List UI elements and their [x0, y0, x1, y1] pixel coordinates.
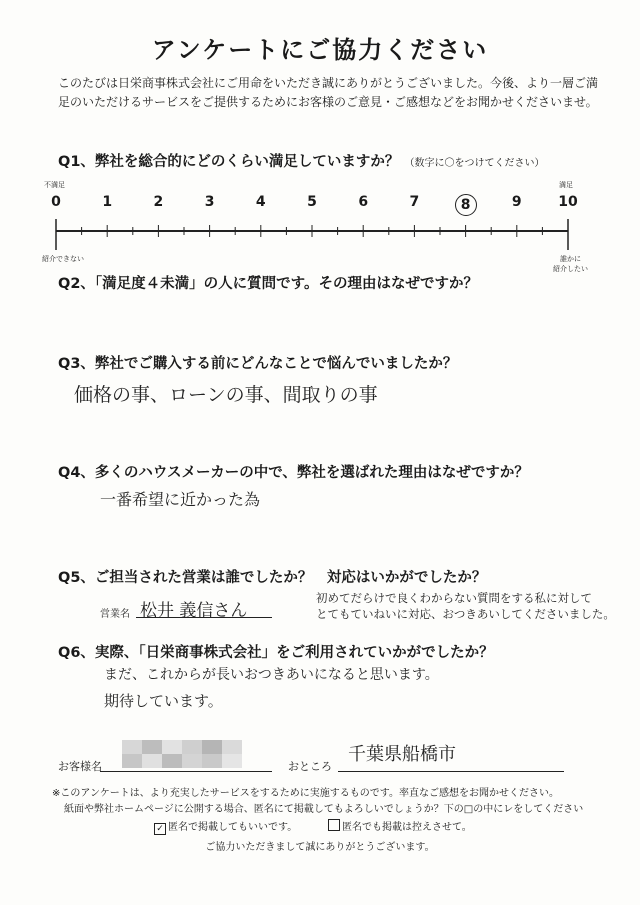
scale-value-3[interactable]: 3	[204, 194, 215, 210]
option-anonymous-ok-checkbox[interactable]: ✓	[154, 823, 166, 835]
scale-value-0[interactable]: 0	[51, 194, 61, 210]
scale-label-dissatisfied: 不満足	[44, 181, 65, 189]
address-label: おところ	[288, 760, 332, 773]
option-anonymous-decline[interactable]	[328, 818, 472, 833]
q4-question: Q4、多くのハウスメーカーの中で、弊社を選ばれた理由はなぜですか？	[58, 465, 529, 481]
q6-question: Q6、実際、「日栄商事株式会社」をご利用されていかがでしたか？	[58, 645, 494, 661]
q2-question: Q2、「満足度４未満」の人に質問です。その理由はなぜですか？	[58, 276, 479, 292]
scale-label-recommend	[553, 254, 588, 274]
page-title: アンケートにご協力ください	[151, 36, 489, 64]
q6-answer-line2: 期待しています。	[104, 692, 223, 710]
scale-value-9[interactable]: 9	[511, 194, 522, 210]
customer-name-label: お客様名	[58, 760, 102, 773]
scale-value-5[interactable]: 5	[307, 194, 317, 210]
scale-label-recommend-line1: 誰かに	[560, 255, 581, 263]
footer-thanks: ご協力いただきまして誠にありがとうございます。	[205, 842, 435, 853]
customer-name-underline	[100, 771, 272, 772]
scale-value-7[interactable]: 7	[409, 194, 420, 210]
scale-value-2[interactable]: 2	[153, 194, 164, 210]
scale-value-10[interactable]: 10	[558, 194, 578, 210]
sales-name: 松井 義信さん	[140, 601, 248, 621]
q3-question: Q3、弊社でご購入する前にどんなことで悩んでいましたか？	[58, 356, 458, 372]
scale-label-satisfied: 満足	[559, 181, 573, 189]
intro-text: このたびは日栄商事株式会社にご用命をいただき誠にありがとうございました。今後、より一層ご満足のいただけるサービスをご提供するためにお客様のご意見・ご感想などをお聞かせくださいませ。	[58, 76, 599, 109]
scale-label-no-recommend: 紹介できない	[42, 255, 84, 263]
q4-answer: 一番希望に近かった為	[100, 490, 261, 509]
scale-value-4[interactable]: 4	[255, 194, 266, 210]
scale-value-1[interactable]: 1	[102, 194, 113, 210]
sales-label: 営業名	[100, 609, 130, 620]
option-anonymous-decline-checkbox[interactable]	[328, 819, 340, 831]
address-underline	[338, 771, 564, 772]
customer-name-redacted	[122, 740, 242, 768]
scale-value-6[interactable]: 6	[358, 194, 369, 210]
scale-value-8[interactable]: 8	[455, 194, 477, 216]
footer-note-line1: ※このアンケートは、より充実したサービスをするために実施するものです。率直なご感想をお聞かせください。	[52, 788, 559, 799]
q6-answer-line1: まだ、これからが長いおつきあいになると思います。	[104, 667, 439, 683]
scale-label-recommend-line2: 紹介したい	[553, 265, 588, 273]
q5-question: Q5、ご担当された営業は誰でしたか？ 対応はいかがでしたか？	[58, 570, 487, 586]
sales-name-underline	[136, 617, 272, 618]
option-anonymous-ok[interactable]	[154, 818, 297, 835]
q1-note: （数字に〇をつけてください）	[404, 158, 545, 169]
q1-question: Q1、弊社を総合的にどのくらい満足していますか？	[58, 154, 400, 170]
q3-answer: 価格の事、ローンの事、間取りの事	[74, 384, 378, 406]
q5-answer-line1: 初めてだらけで良くわからない質問をする私に対して	[316, 591, 592, 605]
option-anonymous-decline-label: 匿名でも掲載は控えさせて。	[342, 822, 472, 833]
q5-answer-line2: とてもていねいに対応、おつきあいしてくださいました。	[316, 607, 615, 621]
option-anonymous-ok-label: 匿名で掲載してもいいです。	[168, 822, 298, 833]
footer-note-line2: 紙面や弊社ホームページに公開する場合、匿名にて掲載してもよろしいでしょうか？下の□の中にレをしてください	[64, 804, 584, 815]
address-value: 千葉県船橋市	[348, 744, 456, 765]
